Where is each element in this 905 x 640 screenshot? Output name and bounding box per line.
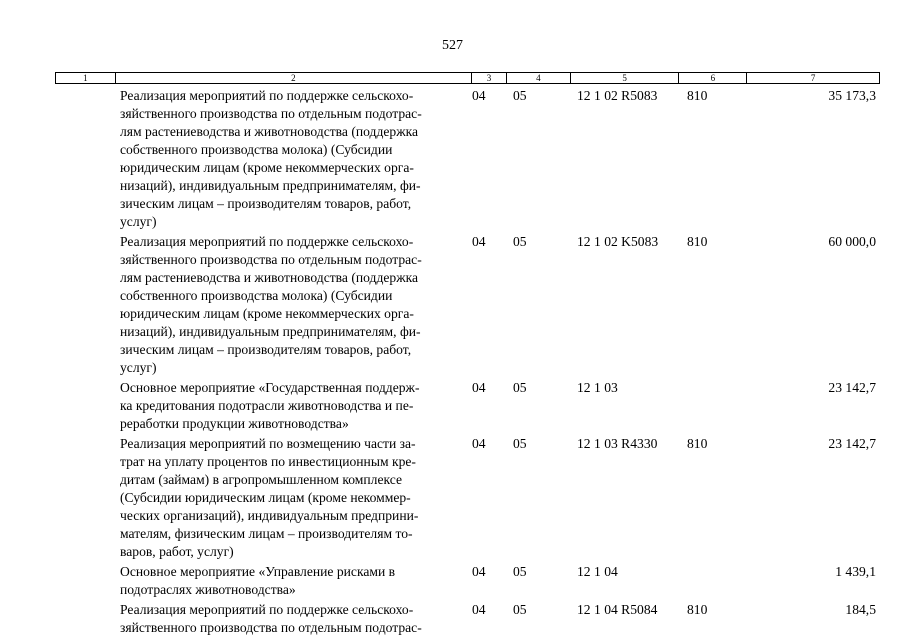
row-description: Реализация мероприятий по возмещению части за- трат на уплату процентов по инвестиционным кре- дитам (займам) в агропромышленном комплексе (Субсидии юридическим лицам (кроме некоммер- ческих организаций), индивидуальным предприни- мателям, физическим лицам – производителям то- варов, работ, услуг) (120, 436, 419, 559)
row-description: Основное мероприятие «Государственная поддерж- ка кредитования подотрасли животноводства и пе- реработки продукции животноводства» (120, 380, 420, 431)
row-number-cell (55, 561, 115, 599)
row-subsection: 05 (513, 88, 527, 103)
row-target-article: 12 1 02 R5083 (577, 88, 658, 103)
row-target-article: 12 1 04 R5084 (577, 602, 658, 617)
table-row (55, 561, 880, 599)
header-col-4: 4 (507, 73, 571, 83)
row-section: 04 (472, 436, 486, 451)
row-section: 04 (472, 564, 486, 579)
row-expense-type: 810 (687, 602, 708, 617)
row-expense-type (680, 561, 748, 599)
row-amount: 23 142,7 (828, 436, 876, 451)
row-target-article: 12 1 03 R4330 (577, 436, 658, 451)
row-subsection: 05 (513, 602, 527, 617)
row-subsection: 05 (513, 564, 527, 579)
header-col-7: 7 (810, 73, 816, 83)
row-description: Реализация мероприятий по поддержке сельскохо- зяйственного производства по отдельным подотрас- лям растениеводства и животноводства (поддержка собственного производства молока) (Субсидии юридическим лицам (кроме некоммерческих орга- низаций), индивидуальным предпринимателям, фи- зическим лицам – производителям товаров, работ, услуг) (120, 234, 422, 375)
row-section: 04 (472, 602, 486, 617)
row-amount: 1 439,1 (835, 564, 876, 579)
row-subsection: 05 (513, 436, 527, 451)
row-amount: 184,5 (845, 602, 876, 617)
row-amount: 60 000,0 (828, 234, 876, 249)
budget-table-body (55, 85, 880, 637)
row-number-cell (55, 85, 115, 231)
table-header-row (55, 72, 880, 84)
row-subsection: 05 (513, 234, 527, 249)
row-target-article: 12 1 02 K5083 (577, 234, 659, 249)
row-section: 04 (472, 88, 486, 103)
table-row (55, 85, 880, 231)
table-row (55, 231, 880, 377)
row-number-cell (55, 599, 115, 637)
table-row (55, 377, 880, 433)
table-row (55, 599, 880, 637)
row-number-cell (55, 231, 115, 377)
page-number: 527 (442, 38, 463, 53)
row-expense-type: 810 (687, 234, 708, 249)
row-amount: 35 173,3 (828, 88, 876, 103)
row-expense-type: 810 (687, 436, 708, 451)
row-description: Реализация мероприятий по поддержке сельскохо- зяйственного производства по отдельным подотрас- (120, 602, 422, 635)
row-section: 04 (472, 380, 486, 395)
row-number-cell (55, 377, 115, 433)
row-expense-type (680, 377, 748, 433)
header-col-5: 5 (571, 73, 680, 83)
row-description: Основное мероприятие «Управление рисками в подотраслях животноводства» (120, 564, 396, 597)
table-row (55, 433, 880, 561)
row-description: Реализация мероприятий по поддержке сельскохо- зяйственного производства по отдельным подотрас- лям растениеводства и животноводства (поддержка собственного производства молока) (Субсидии юридическим лицам (кроме некоммерческих орга- низаций), индивидуальным предпринимателям, фи- зическим лицам – производителям товаров, работ, услуг) (120, 88, 422, 229)
header-col-6: 6 (679, 73, 747, 83)
row-expense-type: 810 (687, 88, 708, 103)
row-section: 04 (472, 234, 486, 249)
header-col-1: 1 (56, 73, 116, 83)
row-amount: 23 142,7 (828, 380, 876, 395)
row-target-article: 12 1 04 (577, 564, 618, 579)
header-col-2: 2 (116, 73, 472, 83)
row-number-cell (55, 433, 115, 561)
row-subsection: 05 (513, 380, 527, 395)
header-col-3: 3 (472, 73, 507, 83)
row-target-article: 12 1 03 (577, 380, 618, 395)
